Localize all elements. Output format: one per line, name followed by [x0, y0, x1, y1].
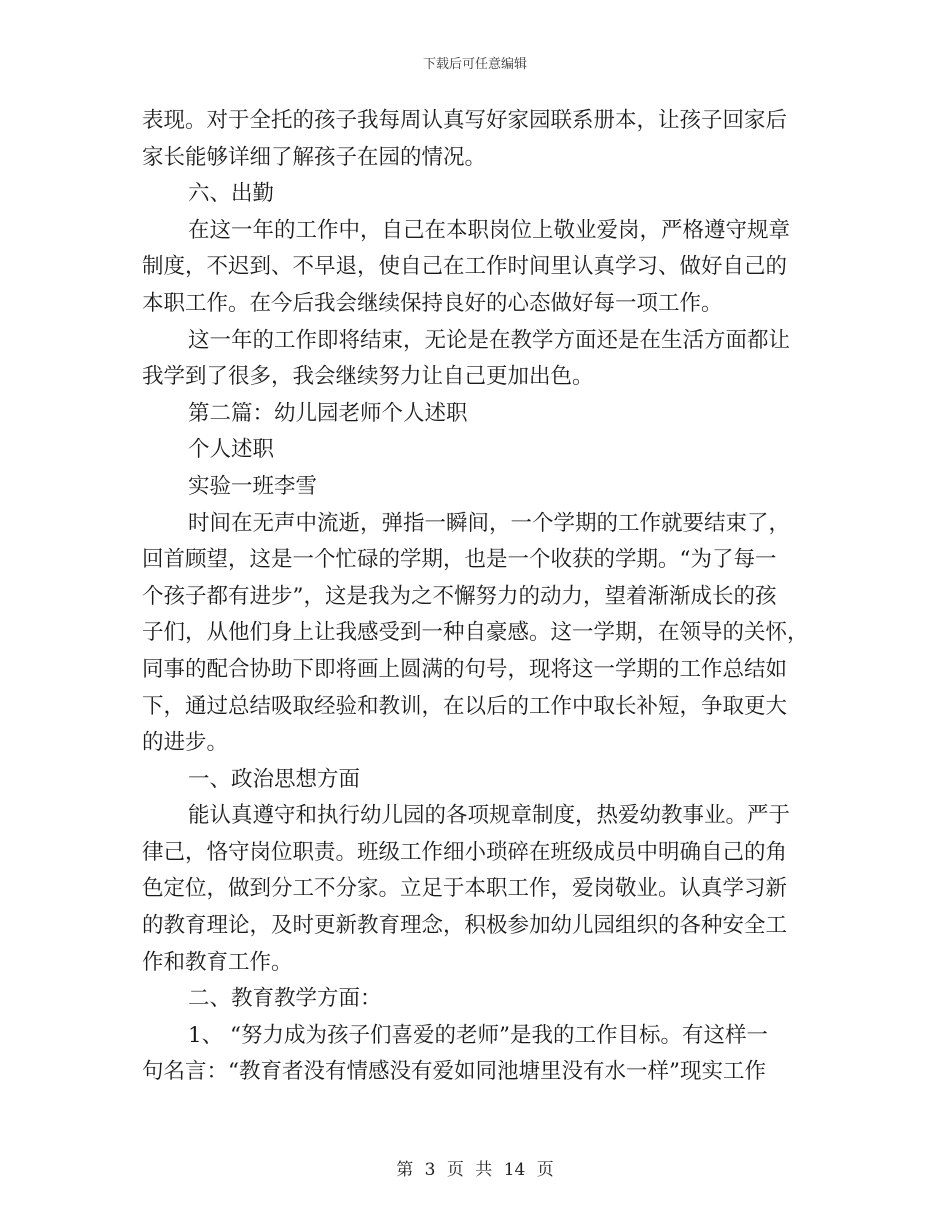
paragraph-line: 回首顾望，这是一个忙碌的学期，也是一个收获的学期。“为了每一 — [142, 547, 777, 573]
paragraph-line: 律己，恪守岗位职责。班级工作细小琐碎在班级成员中明确自己的角 — [142, 839, 788, 865]
paragraph-line: 时间在无声中流逝，弹指一瞬间，一个学期的工作就要结束了， — [188, 510, 791, 536]
paragraph-line: 这一年的工作即将结束，无论是在教学方面还是在生活方面都让 — [188, 327, 791, 353]
paragraph-line: 实验一班李雪 — [188, 473, 318, 499]
page-header: 下载后可任意编辑 — [422, 57, 527, 72]
paragraph-line: 色定位，做到分工不分家。立足于本职工作，爱岗敬业。认真学习新 — [142, 876, 788, 902]
document-body — [142, 103, 810, 1091]
paragraph-line: 的进步。 — [142, 730, 229, 756]
paragraph-line: 制度，不迟到、不早退，使自己在工作时间里认真学习、做好自己的 — [142, 254, 788, 280]
paragraph-line: 一、政治思想方面 — [188, 766, 361, 792]
paragraph-line: 下，通过总结吸取经验和教训，在以后的工作中取长补短，争取更大 — [142, 693, 788, 719]
paragraph-line: 家长能够详细了解孩子在园的情况。 — [142, 144, 487, 170]
paragraph-line: 句名言：“教育者没有情感没有爱如同池塘里没有水一样”现实工作 — [142, 1059, 766, 1085]
paragraph-line: 的教育理论，及时更新教育理念，积极参加幼儿园组织的各种安全工 — [142, 913, 788, 939]
paragraph-line: 表现。对于全托的孩子我每周认真写好家园联系册本，让孩子回家后 — [142, 108, 788, 133]
paragraph-line: 本职工作。在今后我会继续保持良好的心态做好每一项工作。 — [142, 290, 723, 316]
paragraph-line: 个孩子都有进步”，这是我为之不懈努力的动力，望着渐渐成长的孩 — [142, 583, 777, 609]
paragraph-line: 六、出勤 — [188, 181, 275, 207]
page-footer: 第 3 页 共 14 页 — [396, 1160, 554, 1180]
paragraph-line: 第二篇：幼儿园老师个人述职 — [188, 400, 468, 426]
paragraph-line: 我学到了很多，我会继续努力让自己更加出色。 — [142, 364, 594, 390]
paragraph-line: 二、教育教学方面： — [188, 986, 382, 1012]
paragraph-line: 子们，从他们身上让我感受到一种自豪感。这一学期，在领导的关怀， — [142, 620, 809, 646]
paragraph-line: 在这一年的工作中，自己在本职岗位上敬业爱岗，严格遵守规章 — [188, 217, 791, 243]
paragraph-line: 作和教育工作。 — [142, 949, 293, 975]
paragraph-line: 同事的配合协助下即将画上圆满的句号，现将这一学期的工作总结如 — [142, 656, 788, 682]
paragraph-line: 1、 “努力成为孩子们喜爱的老师”是我的工作目标。有这样一 — [188, 1022, 768, 1048]
paragraph-line: 能认真遵守和执行幼儿园的各项规章制度，热爱幼教事业。严于 — [188, 803, 791, 829]
paragraph-line: 个人述职 — [188, 437, 275, 463]
